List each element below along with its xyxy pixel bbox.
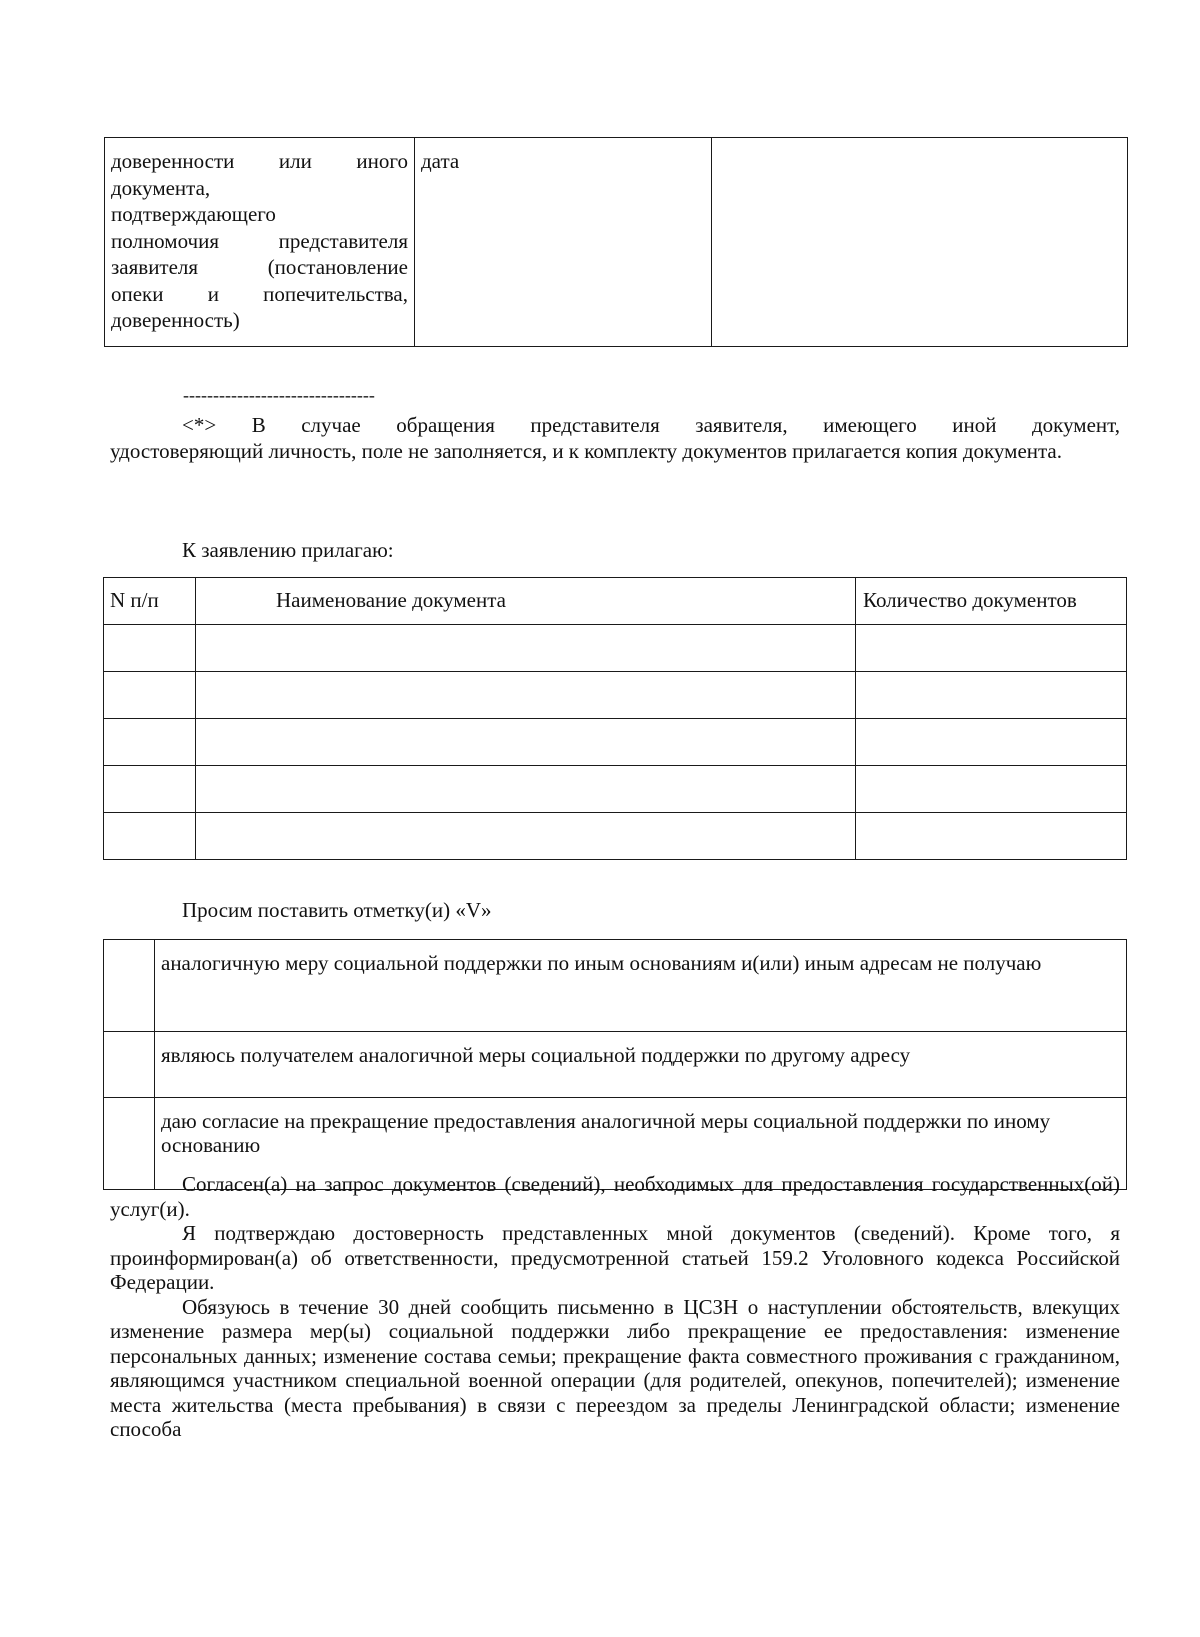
document-count-cell[interactable] [856, 672, 1127, 719]
table-row [104, 672, 1127, 719]
mark-row [104, 1032, 1127, 1098]
document-count-cell[interactable] [856, 719, 1127, 766]
document-label-line: доверенность) [111, 308, 240, 332]
document-count-cell[interactable] [856, 625, 1127, 672]
mark-checkbox[interactable] [104, 940, 155, 1032]
number-cell[interactable] [104, 813, 196, 860]
mark-checkbox[interactable] [104, 1032, 155, 1098]
mark-text: являюсь получателем аналогичной меры социальной поддержки по другому адресу [155, 1032, 1127, 1098]
number-cell[interactable] [104, 719, 196, 766]
number-cell[interactable] [104, 766, 196, 813]
obligation-paragraph: Обязуюсь в течение 30 дней сообщить письменно в ЦСЗН о наступлении обстоятельств, влекущих изменение размера мер(ы) социальной поддержки либо прекращение ее предоставления: изменение персональных данных; изменение состава семьи; прекращение факта совместного проживания с гражданином, являющимся участником специальной военной операции (для родителей, опекунов, попечителей); изменение места жительства (места пребывания) в связи с переездом за пределы Ленинградской области; изменение способа [110, 1294, 1120, 1441]
table-row [104, 625, 1127, 672]
document-name-cell[interactable] [196, 719, 856, 766]
marks-heading: Просим поставить отметку(и) «V» [182, 898, 492, 922]
body-text [110, 1172, 1120, 1442]
document-label-line: полномочия представителя [111, 228, 408, 253]
number-cell[interactable] [104, 625, 196, 672]
confirmation-paragraph: Я подтверждаю достоверность представленных мной документов (сведений). Кроме того, я проинформирован(а) об ответственности, предусмотренной статьей 159.2 Уголовного кодекса Российской Федерации. [110, 1221, 1120, 1294]
document-label-line: документа, [111, 175, 211, 200]
number-cell[interactable] [104, 672, 196, 719]
footnote-rest: удостоверяющий личность, поле не заполняется, и к комплекту документов прилагается копия документа. [110, 439, 1063, 463]
document-label-line: заявителя (постановление [111, 255, 408, 279]
table-row [104, 766, 1127, 813]
mark-row [104, 940, 1127, 1032]
document-label-line: доверенности или иного [111, 149, 408, 173]
column-header-document-count: Количество документов [856, 578, 1127, 625]
date-label: дата [421, 149, 460, 173]
document-name-cell[interactable] [196, 625, 856, 672]
mark-text: даю согласие на прекращение предоставления аналогичной меры социальной поддержки по иному основанию [155, 1098, 1127, 1190]
table-header-row [104, 578, 1127, 625]
document-count-cell[interactable] [856, 813, 1127, 860]
document-name-cell[interactable] [196, 766, 856, 813]
footnote-line-1: <*> В случае обращения представителя заявителя, имеющего иной документ, [182, 413, 1120, 437]
document-label-line: опеки и попечительства, [111, 281, 408, 306]
mark-text: аналогичную меру социальной поддержки по иным основаниям и(или) иным адресам не получаю [155, 940, 1127, 1032]
representative-document-table [104, 137, 1128, 347]
attachments-table [103, 577, 1127, 860]
marks-table [103, 939, 1127, 1190]
attachments-heading: К заявлению прилагаю: [182, 538, 394, 562]
column-header-number: N п/п [104, 578, 196, 625]
date-value-field[interactable] [712, 138, 1128, 347]
document-name-cell[interactable] [196, 672, 856, 719]
table-row [104, 719, 1127, 766]
footnote [110, 412, 1120, 464]
document-name-cell[interactable] [196, 813, 856, 860]
document-label-cell [105, 138, 415, 347]
footnote-separator: -------------------------------- [183, 385, 375, 405]
document-count-cell[interactable] [856, 766, 1127, 813]
date-label-cell [415, 138, 712, 347]
table-row [104, 813, 1127, 860]
column-header-document-name: Наименование документа [196, 578, 856, 625]
document-label-line: подтверждающего [111, 202, 276, 226]
consent-paragraph: Согласен(а) на запрос документов (сведений), необходимых для предоставления государственных(ой) услуг(и). [110, 1172, 1120, 1221]
